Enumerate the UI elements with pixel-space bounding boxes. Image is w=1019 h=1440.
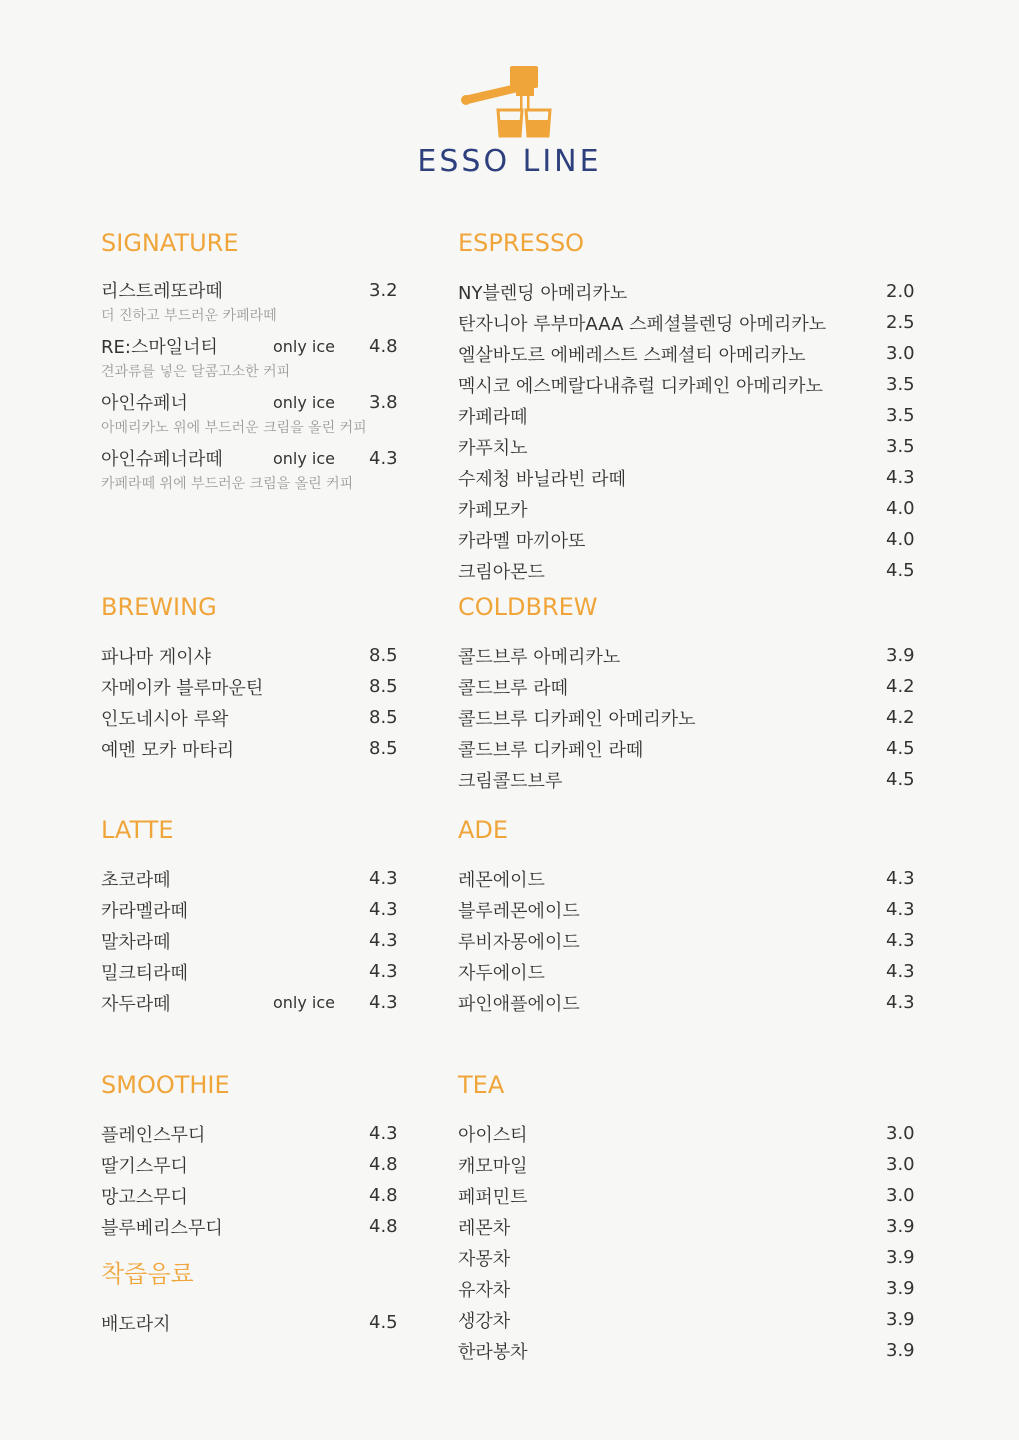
section-title: ADE	[458, 816, 509, 844]
item-name: 카라멜라떼	[101, 900, 188, 922]
item-price: 4.0	[886, 498, 915, 519]
menu-item	[458, 894, 914, 925]
item-name: 캐모마일	[458, 1155, 528, 1177]
item-name: 카라멜 마끼아또	[458, 530, 586, 552]
item-name: 루비자몽에이드	[458, 931, 580, 953]
item-name: 플레인스무디	[101, 1124, 206, 1146]
item-price: 3.9	[886, 645, 915, 666]
item-name: 망고스무디	[101, 1186, 188, 1208]
item-name: 유자차	[458, 1279, 511, 1301]
section-espresso	[458, 228, 914, 586]
item-price: 4.0	[886, 529, 915, 550]
menu-item	[101, 894, 397, 925]
item-name: 한라봉차	[458, 1341, 528, 1363]
espresso-machine-icon	[460, 58, 560, 138]
item-name: 예멘 모카 마타리	[101, 739, 235, 761]
item-name: RE:스마일너티	[101, 337, 218, 358]
menu-item	[101, 1149, 397, 1180]
brand-name: ESSO LINE	[417, 144, 602, 179]
item-name: 생강차	[458, 1310, 511, 1332]
item-price: 4.3	[886, 930, 915, 951]
menu-item	[458, 987, 914, 1018]
item-price: 4.2	[886, 707, 915, 728]
item-price: 4.8	[369, 1185, 398, 1206]
section-ade	[458, 815, 914, 1018]
item-description: 견과류를 넣은 달콤고소한 커피	[101, 364, 291, 380]
menu-item	[458, 1304, 914, 1335]
menu-item	[101, 925, 397, 956]
menu-item	[458, 702, 914, 733]
item-price: 8.5	[369, 676, 398, 697]
item-name: 파인애플에이드	[458, 993, 580, 1015]
item-price: 3.0	[886, 343, 915, 364]
item-name: 카페모카	[458, 499, 528, 521]
section-coldbrew	[458, 592, 914, 795]
item-name: 멕시코 에스메랄다내츄럴 디카페인 아메리카노	[458, 375, 823, 397]
menu-item	[458, 1118, 914, 1149]
section-title: ESPRESSO	[458, 229, 585, 257]
section-latte	[101, 815, 397, 1018]
menu-item	[458, 1211, 914, 1242]
menu-item	[101, 1307, 397, 1338]
section-title: SIGNATURE	[101, 229, 239, 257]
item-price: 3.0	[886, 1154, 915, 1175]
item-price: 4.5	[886, 560, 915, 581]
item-name: 카페라떼	[458, 406, 528, 428]
menu-item	[101, 733, 397, 764]
menu-item	[458, 1149, 914, 1180]
menu-item	[458, 493, 914, 524]
item-name: 자두라떼	[101, 993, 171, 1015]
item-name: 파나마 게이샤	[101, 646, 212, 668]
item-name: 콜드브루 디카페인 아메리카노	[458, 708, 696, 730]
item-name: 탄자니아 루부마AAA 스페셜블렌딩 아메리카노	[458, 313, 827, 335]
item-description: 카페라떼 위에 부드러운 크림을 올린 커피	[101, 476, 354, 492]
item-name: 블루레몬에이드	[458, 900, 580, 922]
menu-item	[458, 863, 914, 894]
item-price: 4.3	[886, 868, 915, 889]
menu-item	[458, 1242, 914, 1273]
item-price: 8.5	[369, 645, 398, 666]
item-name: 자몽차	[458, 1248, 511, 1270]
item-price: 2.0	[886, 281, 915, 302]
item-name: 아이스티	[458, 1124, 528, 1146]
menu-item	[101, 1118, 397, 1149]
item-name: 크림아몬드	[458, 561, 545, 583]
menu-item	[458, 338, 914, 369]
menu-item	[101, 1211, 397, 1242]
item-price: 4.8	[369, 335, 398, 357]
item-price: 4.3	[886, 961, 915, 982]
menu-item	[101, 276, 397, 304]
item-name: 말차라떼	[101, 931, 171, 953]
menu-item	[458, 462, 914, 493]
item-price: 3.5	[886, 405, 915, 426]
item-name: 엘살바도르 에베레스트 스페셜티 아메리카노	[458, 344, 806, 366]
menu-item	[101, 444, 397, 472]
item-price: 4.3	[369, 899, 398, 920]
item-name: 아인슈페너라떼	[101, 449, 223, 470]
item-name: 초코라떼	[101, 869, 171, 891]
item-price: 4.3	[369, 868, 398, 889]
item-price: 3.8	[369, 391, 398, 413]
item-name: NY블렌딩 아메리카노	[458, 282, 628, 304]
item-description: 아메리카노 위에 부드러운 크림을 올린 커피	[101, 420, 367, 436]
item-price: 3.9	[886, 1340, 915, 1361]
section-title: TEA	[458, 1071, 505, 1099]
menu-item	[458, 764, 914, 795]
item-name: 아인슈페너	[101, 393, 188, 414]
item-name: 리스트레또라떼	[101, 281, 223, 302]
item-price: 2.5	[886, 312, 915, 333]
menu-item	[101, 388, 397, 416]
item-name: 카푸치노	[458, 437, 528, 459]
item-price: 3.5	[886, 436, 915, 457]
item-price: 4.3	[369, 961, 398, 982]
menu-item	[101, 671, 397, 702]
item-note: only ice	[272, 392, 335, 412]
item-price: 4.2	[886, 676, 915, 697]
item-price: 3.9	[886, 1216, 915, 1237]
item-price: 3.9	[886, 1247, 915, 1268]
item-name: 인도네시아 루왁	[101, 708, 229, 730]
section-title: COLDBREW	[458, 593, 598, 621]
item-name: 블루베리스무디	[101, 1217, 223, 1239]
section-juice	[101, 1259, 397, 1338]
item-name: 자두에이드	[458, 962, 545, 984]
item-name: 레몬에이드	[458, 869, 545, 891]
item-name: 콜드브루 라떼	[458, 677, 569, 699]
menu-item	[101, 332, 397, 360]
menu-item	[458, 671, 914, 702]
item-price: 4.3	[369, 930, 398, 951]
menu-item	[458, 1273, 914, 1304]
item-price: 8.5	[369, 738, 398, 759]
item-name: 자메이카 블루마운틴	[101, 677, 264, 699]
menu-item	[458, 1335, 914, 1366]
menu-item	[458, 307, 914, 338]
menu-item	[458, 640, 914, 671]
logo	[0, 58, 1019, 179]
section-title: SMOOTHIE	[101, 1071, 230, 1099]
menu-item	[458, 925, 914, 956]
item-price: 4.3	[886, 992, 915, 1013]
item-name: 콜드브루 아메리카노	[458, 646, 621, 668]
item-price: 3.5	[886, 374, 915, 395]
item-price: 3.0	[886, 1185, 915, 1206]
section-smoothie	[101, 1070, 397, 1242]
item-name: 딸기스무디	[101, 1155, 188, 1177]
section-title: LATTE	[101, 816, 174, 844]
menu-item	[458, 555, 914, 586]
item-price: 4.5	[369, 1312, 398, 1333]
item-name: 수제청 바닐라빈 라떼	[458, 468, 626, 490]
item-price: 4.3	[886, 899, 915, 920]
section-signature	[101, 228, 397, 500]
item-price: 4.8	[369, 1154, 398, 1175]
menu-item	[458, 431, 914, 462]
menu-item	[101, 702, 397, 733]
item-price: 4.3	[886, 467, 915, 488]
menu-item	[101, 987, 397, 1018]
item-name: 밀크티라떼	[101, 962, 188, 984]
item-note: only ice	[272, 336, 335, 356]
item-price: 3.9	[886, 1278, 915, 1299]
menu-item	[101, 956, 397, 987]
item-price: 4.3	[369, 992, 398, 1013]
item-price: 8.5	[369, 707, 398, 728]
item-price: 4.3	[369, 1123, 398, 1144]
item-price: 4.5	[886, 738, 915, 759]
menu-item	[458, 1180, 914, 1211]
menu-item	[458, 276, 914, 307]
item-price: 4.8	[369, 1216, 398, 1237]
section-brewing	[101, 592, 397, 764]
section-title: 착즙음료	[101, 1260, 194, 1288]
menu-item	[101, 1180, 397, 1211]
item-note: only ice	[272, 993, 335, 1012]
item-name: 배도라지	[101, 1313, 171, 1335]
menu-item	[458, 956, 914, 987]
menu-item	[101, 640, 397, 671]
section-title: BREWING	[101, 593, 217, 621]
item-description: 더 진하고 부드러운 카페라떼	[101, 308, 277, 324]
menu-item	[458, 524, 914, 555]
item-price: 3.9	[886, 1309, 915, 1330]
item-price: 3.0	[886, 1123, 915, 1144]
item-price: 4.5	[886, 769, 915, 790]
item-name: 페퍼민트	[458, 1186, 528, 1208]
menu-item	[458, 369, 914, 400]
item-name: 크림콜드브루	[458, 770, 563, 792]
item-price: 4.3	[369, 447, 398, 469]
item-note: only ice	[272, 448, 335, 468]
menu-item	[101, 863, 397, 894]
item-name: 레몬차	[458, 1217, 511, 1239]
item-name: 콜드브루 디카페인 라떼	[458, 739, 644, 761]
section-tea	[458, 1070, 914, 1366]
menu-item	[458, 400, 914, 431]
item-price: 3.2	[369, 279, 398, 301]
menu-item	[458, 733, 914, 764]
